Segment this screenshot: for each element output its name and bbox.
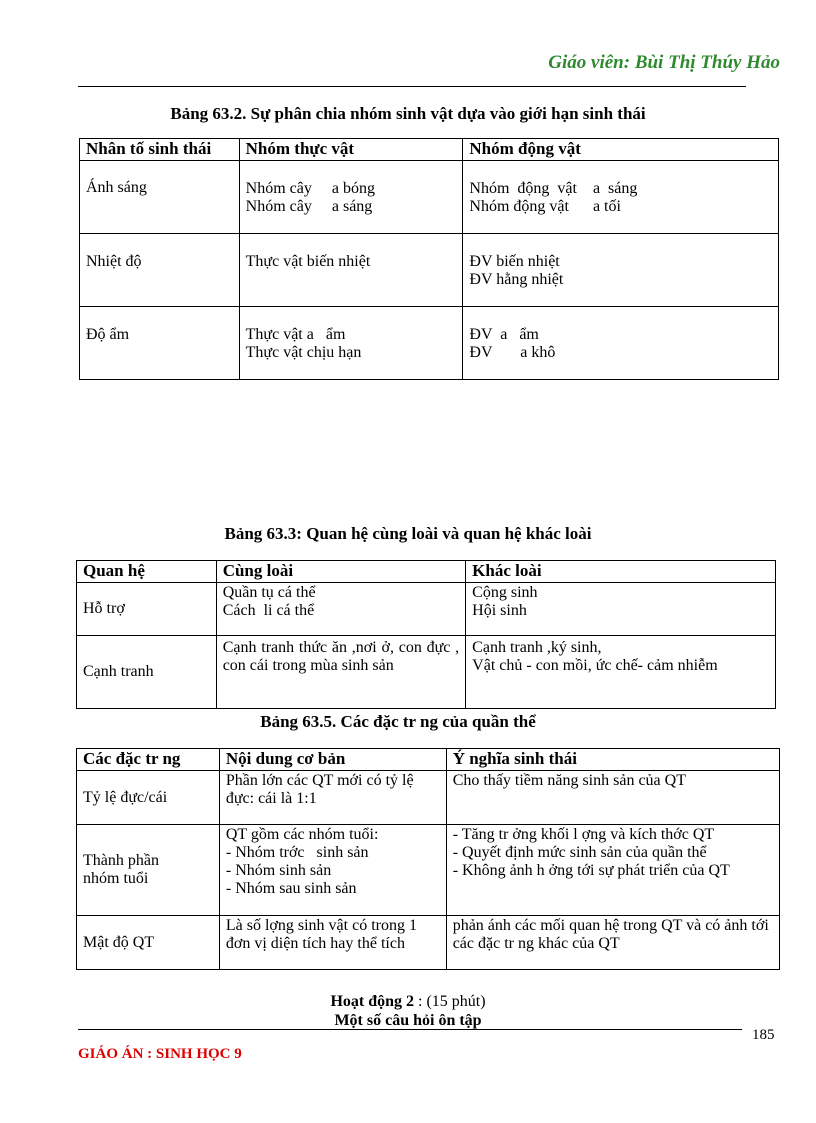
activity-subtitle: Một số câu hỏi ôn tập	[334, 1012, 482, 1029]
table1-cell: Nhóm động vật a sáng Nhóm động vật a tối	[463, 161, 779, 234]
table3-header: Nội dung cơ bản	[219, 749, 446, 771]
table2-title: Bảng 63.3: Quan hệ cùng loài và quan hệ khác loài	[224, 524, 592, 543]
table1-title: Bảng 63.2. Sự phân chia nhóm sinh vật dựa vào giới hạn sinh thái	[170, 104, 646, 123]
footer-label: GIÁO ÁN : SINH HỌC 9	[78, 1046, 242, 1062]
table3-title: Bảng 63.5. Các đặc tr ng của quần thể	[260, 712, 536, 731]
table1-cell: Thực vật a ẩm Thực vật chịu hạn	[239, 307, 463, 380]
table1	[79, 138, 779, 380]
table1-cell: Độ ẩm	[80, 307, 240, 380]
table2-header: Khác loài	[466, 561, 776, 583]
table2	[76, 560, 776, 709]
table1-cell: Nhiệt độ	[80, 234, 240, 307]
table3-cell: Mật độ QT	[77, 916, 220, 970]
table2-header: Quan hệ	[77, 561, 217, 583]
table2-cell: Cộng sinh Hội sinh	[466, 583, 776, 636]
table3-cell: Là số lợng sinh vật có trong 1 đơn vị diện tích hay thể tích	[219, 916, 446, 970]
table1-header: Nhóm động vật	[463, 139, 779, 161]
table1-header: Nhân tố sinh thái	[80, 139, 240, 161]
activity-time: : (15 phút)	[414, 993, 486, 1010]
table3-cell: Cho thấy tiềm năng sinh sản của QT	[446, 771, 779, 825]
header-rule	[78, 86, 746, 87]
table3	[76, 748, 780, 970]
table3-header: Ý nghĩa sinh thái	[446, 749, 779, 771]
teacher-name: Giáo viên: Bùi Thị Thúy Hảo	[548, 52, 780, 73]
table2-cell: Quần tụ cá thể Cách li cá thể	[216, 583, 465, 636]
page-number: 185	[752, 1027, 775, 1043]
table3-cell: QT gồm các nhóm tuổi: - Nhóm trớc sinh sản - Nhóm sinh sản - Nhóm sau sinh sản	[219, 825, 446, 916]
table1-cell: Nhóm cây a bóng Nhóm cây a sáng	[239, 161, 463, 234]
table1-cell: ĐV biến nhiệt ĐV hằng nhiệt	[463, 234, 779, 307]
table2-cell: Cạnh tranh ,ký sinh, Vật chủ - con mồi, ức chế- cảm nhiễm	[466, 636, 776, 709]
table3-cell: - Tăng tr ởng khối l ợng và kích thớc QT - Quyết định mức sinh sản của quần thể - Không ảnh h ởng tới sự phát triển của QT	[446, 825, 779, 916]
activity-heading	[0, 993, 816, 1011]
table1-cell: ĐV a ẩm ĐV a khô	[463, 307, 779, 380]
table2-cell: Hỗ trợ	[77, 583, 217, 636]
footer-rule	[78, 1029, 742, 1030]
table2-cell: Cạnh tranh thức ăn ,nơi ở, con đực , con cái trong mùa sinh sản	[216, 636, 465, 709]
table1-cell: Thực vật biến nhiệt	[239, 234, 463, 307]
table3-cell: Tỷ lệ đực/cái	[77, 771, 220, 825]
table3-cell: Phần lớn các QT mới có tỷ lệ đực: cái là 1:1	[219, 771, 446, 825]
table2-header: Cùng loài	[216, 561, 465, 583]
table3-header: Các đặc tr ng	[77, 749, 220, 771]
table1-cell: Ánh sáng	[80, 161, 240, 234]
activity-title: Hoạt động 2	[330, 993, 415, 1010]
table1-header: Nhóm thực vật	[239, 139, 463, 161]
table3-cell: Thành phần nhóm tuổi	[77, 825, 220, 916]
table2-cell: Cạnh tranh	[77, 636, 217, 709]
table3-cell: phản ánh các mối quan hệ trong QT và có ảnh tới các đặc tr ng khác của QT	[446, 916, 779, 970]
